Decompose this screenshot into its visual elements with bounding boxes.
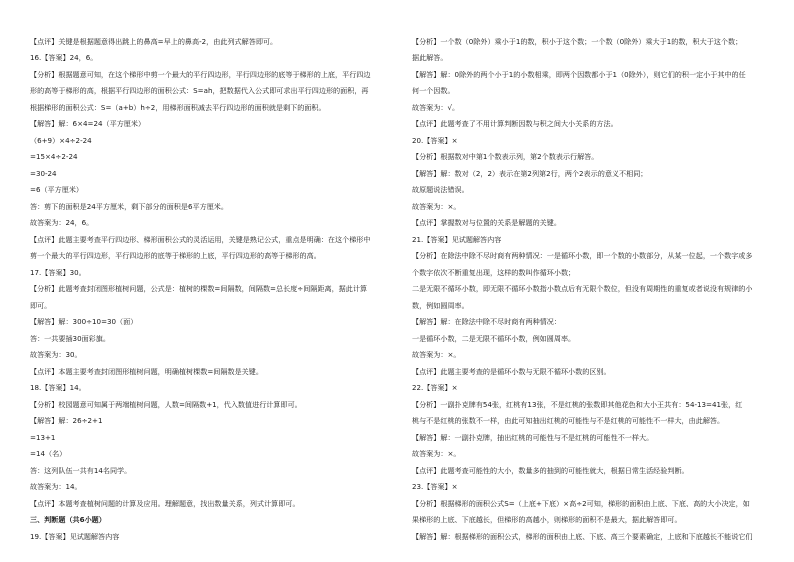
text-line: 个数字依次不断重复出现，这样的数叫作循环小数；: [412, 267, 576, 277]
text-line: 20.【答案】×: [412, 135, 458, 145]
text-line: 【分析】此题考查封闭图形植树问题，公式是：植树的棵数=间隔数，间隔数=总长度÷间隔距离，据此计算: [30, 284, 368, 294]
text-line: 【分析】一个数（0除外）乘小于1的数，积小于这个数；一个数（0除外）乘大于1的数，积大于这个数；: [412, 37, 743, 46]
text-line: =14（名）: [30, 449, 67, 459]
text-line: 19.【答案】见试题解答内容: [30, 531, 120, 541]
text-line: 果梯形的上底、下底越长，但梯形的高越小，则梯形的面积不是最大，据此解答即可。: [412, 515, 682, 525]
text-line: 【点评】此题考查可能性的大小，数量多的抽到的可能性就大，根据日常生活经验判断。: [412, 465, 689, 475]
text-line: 故答案为：×。: [412, 201, 461, 211]
text-line: 【分析】在除法中除不尽时商有两种情况：一是循环小数，即一个数的小数部分，从某一位起，一个数字或多: [412, 251, 753, 261]
text-line: 21.【答案】见试题解答内容: [412, 234, 502, 244]
text-line: 二是无限不循环小数，即无限不循环小数指小数点后有无限个数位，但没有周期性的重复或者说没有规律的小: [412, 284, 753, 294]
text-line: 18.【答案】14。: [30, 383, 86, 393]
text-line: 23.【答案】×: [412, 482, 458, 492]
text-line: 【点评】掌握数对与位置的关系是解题的关键。: [412, 218, 561, 228]
text-line: 【分析】一副扑克牌有54张，红桃有13张，不是红桃的张数即其他花色和大小王共有：54-13=41张，红: [412, 399, 743, 409]
text-line: 故答案为：√。: [412, 102, 460, 112]
text-line: 【点评】关键是根据题意得出跳上的鼻高=早上的鼻高-2，由此列式解答即可。: [30, 37, 278, 46]
text-line: 【点评】此题主要考查的是循环小数与无限不循环小数的区别。: [412, 366, 611, 376]
text-line: 据此解答。: [412, 53, 448, 63]
text-line: 【点评】本题主要考查封闭图形植树问题，明确植树棵数=间隔数是关键。: [30, 366, 263, 376]
text-line: 【解答】解：6×4=24（平方厘米）: [30, 119, 146, 129]
text-line: 【解答】解：26÷2+1: [30, 416, 103, 426]
text-line: 【解答】解：数对（2，2）表示在第2列第2行，两个2表示的意义不相同；: [412, 168, 648, 178]
right-column: [412, 36, 767, 547]
text-line: 形的高等于梯形的高，根据平行四边形的面积公式：S=ah，把数据代入公式即可求出平行四边形的面积，再: [30, 86, 369, 96]
text-line: 答：剪下的面积是24平方厘米，剩下部分的面积是6平方厘米。: [30, 201, 228, 211]
text-line: 【分析】根据题意可知，在这个梯形中剪一个最大的平行四边形，平行四边形的底等于梯形的上底，平行四边: [30, 69, 371, 79]
text-line: 【分析】根据梯形的面积公式S=（上底+下底）×高÷2可知，梯形的面积由上底、下底、高的大小决定，如: [412, 498, 750, 508]
text-line: =13+1: [30, 432, 56, 442]
left-column: [30, 36, 385, 547]
text-line: 17.【答案】30。: [30, 267, 86, 277]
text-line: 22.【答案】×: [412, 383, 458, 393]
text-line: 故答案为：24，6。: [30, 218, 94, 228]
text-line: 【分析】根据数对中第1个数表示列，第2个数表示行解答。: [412, 152, 599, 162]
text-line: 故答案为：30。: [30, 350, 82, 360]
text-line: 【解答】解：一副扑克牌，抽出红桃的可能性与不是红桃的可能性不一样大。: [412, 432, 654, 442]
text-line: 数，例如圆周率。: [412, 300, 469, 310]
text-line: 【点评】此题主要考查平行四边形、梯形面积公式的灵活运用，关键是熟记公式，重点是明确：在这个梯形中: [30, 234, 371, 244]
text-line: =6（平方厘米）: [30, 185, 84, 195]
text-line: 【点评】此题考查了不用计算判断因数与积之间大小关系的方法。: [412, 119, 618, 129]
text-line: 即可。: [30, 300, 52, 310]
text-line: 故答案为：×。: [412, 449, 461, 459]
text-line: 答：这列队伍一共有14名同学。: [30, 465, 132, 475]
text-line: 故答案为：×。: [412, 350, 461, 360]
text-line: 【解答】解：根据梯形的面积公式，梯形的面积由上底、下底、高三个要素确定，上底和下底越长不能说它们: [412, 531, 753, 541]
text-line: 【解答】解：在除法中除不尽时商有两种情况：: [412, 317, 561, 327]
text-line: 【分析】校园题意可知属于两端植树问题，人数=间隔数+1，代入数值进行计算即可。: [30, 399, 302, 409]
text-line: 【点评】本题考查植树问题的计算及应用。理解题意，找出数量关系，列式计算即可。: [30, 498, 300, 508]
text-line: =15×4÷2-24: [30, 152, 78, 162]
text-line: 16.【答案】24，6。: [30, 53, 98, 63]
text-line: 一是循环小数，二是无限不循环小数，例如圆周率。: [412, 333, 576, 343]
text-line: 根据梯形的面积公式：S=（a+b）h÷2，用梯形面积减去平行四边形的面积就是剩下的面积。: [30, 102, 326, 112]
text-line: 三、判断题（共6小题）: [30, 515, 106, 525]
text-line: 答：一共要插30面彩旗。: [30, 333, 110, 343]
text-line: 故原题说法错误。: [412, 185, 469, 195]
text-line: 桃与不是红桃的张数不一样，由此可知抽出红桃的可能性与不是红桃的可能性不一样大，由此解答。: [412, 416, 725, 426]
text-line: 【解答】解：300÷10=30（面）: [30, 317, 138, 327]
text-line: 何一个因数。: [412, 86, 455, 96]
text-line: 剪一个最大的平行四边形，平行四边形的底等于梯形的上底，平行四边形的高等于梯形的高。: [30, 251, 321, 261]
text-line: 故答案为：14。: [30, 482, 82, 492]
text-line: =30-24: [30, 168, 57, 178]
text-line: （6+9）×4÷2-24: [30, 135, 92, 145]
text-line: 【解答】解：0除外的两个小于1的小数相乘，即两个因数都小于1（0除外），则它们的积一定小于其中的任: [412, 69, 746, 79]
